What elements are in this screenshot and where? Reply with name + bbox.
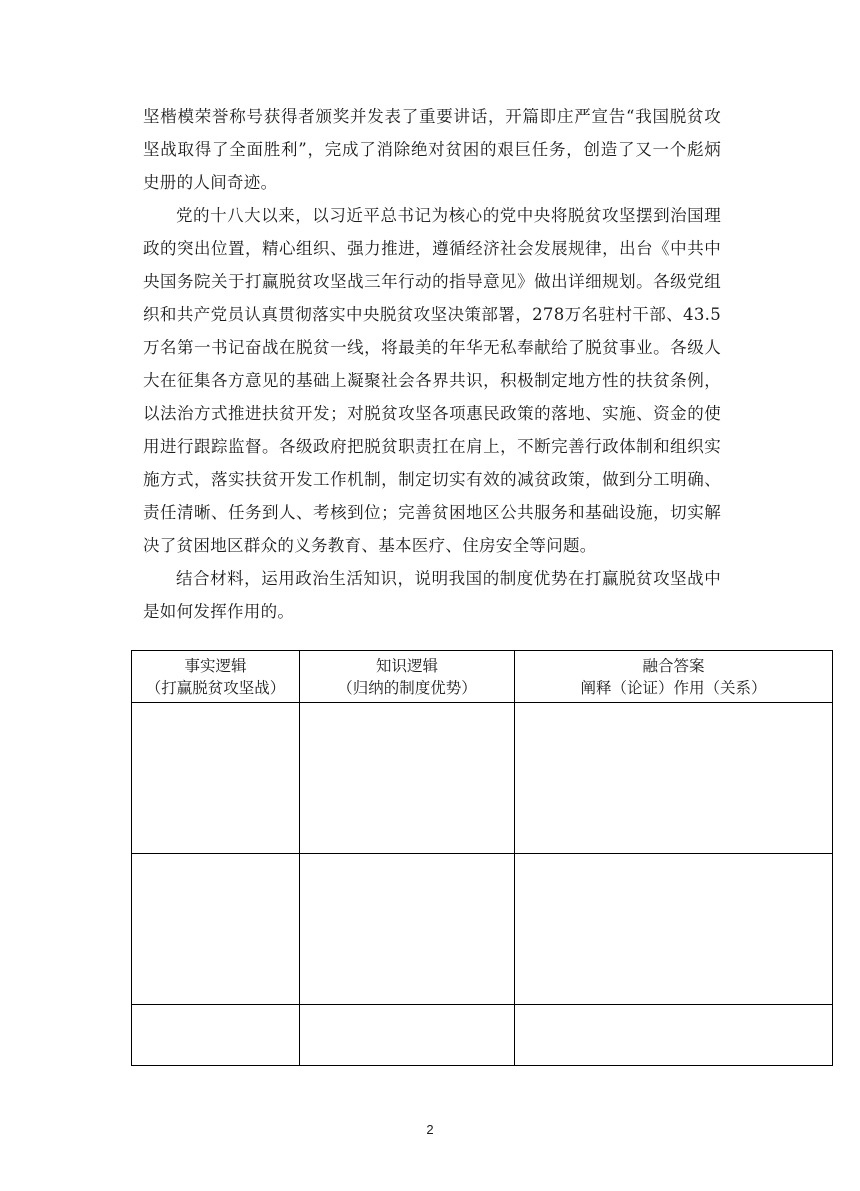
question-prompt: 结合材料，运用政治生活知识，说明我国的制度优势在打赢脱贫攻坚战中是如何发挥作用的。 bbox=[143, 569, 721, 621]
answer-cell[interactable] bbox=[515, 703, 833, 854]
answer-cell[interactable] bbox=[515, 1005, 833, 1066]
answer-cell[interactable] bbox=[132, 854, 300, 1005]
answer-cell[interactable] bbox=[300, 854, 515, 1005]
paragraph-main: 党的十八大以来，以习近平总书记为核心的党中央将脱贫攻坚摆到治国理政的突出位置，精心组织、强力推进，遵循经济社会发展规律，出台《中共中央国务院关于打赢脱贫攻坚战三年行动的指导意见》做出详细规划。各级党组织和共产党员认真贯彻落实中央脱贫攻坚决策部署，278万名驻村干部、43.5万名第一书记奋战在脱贫一线，将最美的年华无私奉献给了脱贫事业。各级人大在征集各方意见的基础上凝聚社会各界共识，积极制定地方性的扶贫条例，以法治方式推进扶贫开发；对脱贫攻坚各项惠民政策的落地、实施、资金的使用进行跟踪监督。各级政府把脱贫职责扛在肩上，不断完善行政体制和组织实施方式，落实扶贫开发工作机制，制定切实有效的减贫政策，做到分工明确、责任清晰、任务到人、考核到位；完善贫困地区公共服务和基础设施，切实解决了贫困地区群众的义务教育、基本医疗、住房安全等问题。 bbox=[143, 206, 721, 555]
header-integrated-answer: 融合答案 阐释（论证）作用（关系） bbox=[515, 651, 833, 703]
page-number: 2 bbox=[426, 1122, 434, 1137]
table-header-row bbox=[132, 651, 833, 703]
paragraph-continued: 坚楷模荣誉称号获得者颁奖并发表了重要讲话，开篇即庄严宣告“我国脱贫攻坚战取得了全面胜利”，完成了消除绝对贫困的艰巨任务，创造了又一个彪炳史册的人间奇迹。 bbox=[143, 107, 721, 192]
answer-cell[interactable] bbox=[515, 854, 833, 1005]
answer-table bbox=[131, 650, 833, 1066]
header-knowledge-logic: 知识逻辑 （归纳的制度优势） bbox=[300, 651, 515, 703]
material-text bbox=[143, 100, 721, 628]
answer-cell[interactable] bbox=[300, 703, 515, 854]
header-fact-logic: 事实逻辑 （打赢脱贫攻坚战） bbox=[132, 651, 300, 703]
answer-cell[interactable] bbox=[300, 1005, 515, 1066]
answer-cell[interactable] bbox=[132, 1005, 300, 1066]
table-row bbox=[132, 703, 833, 854]
table-row bbox=[132, 854, 833, 1005]
answer-cell[interactable] bbox=[132, 703, 300, 854]
table-row bbox=[132, 1005, 833, 1066]
